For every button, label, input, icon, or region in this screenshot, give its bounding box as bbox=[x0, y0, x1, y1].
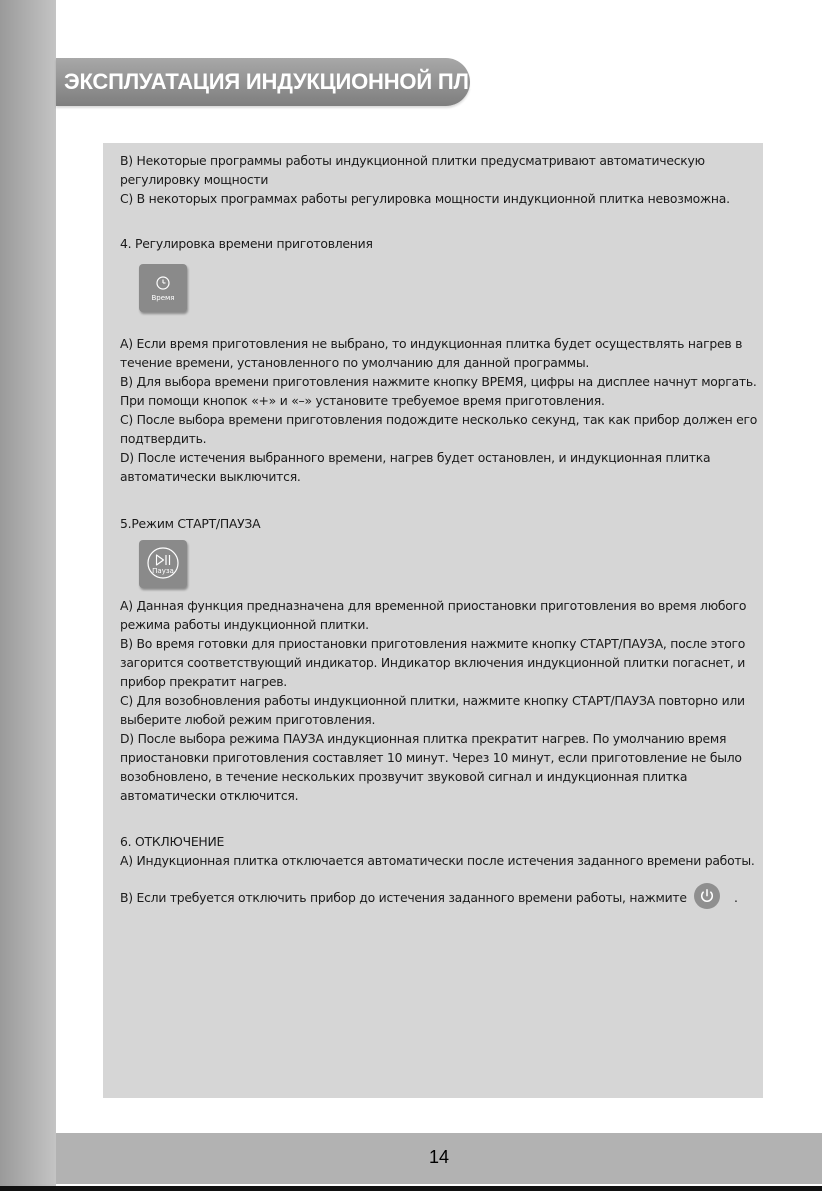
paragraph-line: С) После выбора времени приготовления подождите несколько секунд, так как прибор должен его bbox=[120, 412, 758, 427]
paragraph-line: D) После истечения выбранного времени, нагрев будет остановлен, и индукционная плитка bbox=[120, 450, 711, 465]
power-modes-block bbox=[120, 151, 763, 208]
paragraph-line: подтвердить. bbox=[120, 431, 207, 446]
section-6-heading: 6. ОТКЛЮЧЕНИЕ bbox=[120, 834, 225, 849]
paragraph-line: В) Во время готовки для приостановки приготовления нажмите кнопку СТАРТ/ПАУЗА, после этого bbox=[120, 636, 746, 651]
time-button-illustration bbox=[139, 264, 187, 312]
section-6-line-a: А) Индукционная плитка отключается автоматически после истечения заданного времени работы. bbox=[120, 853, 755, 868]
pause-button-label: Пауза bbox=[152, 567, 174, 575]
paragraph-line: регулировку мощности bbox=[120, 172, 269, 187]
paragraph-line: течение времени, установленного по умолчанию для данной программы. bbox=[120, 355, 590, 370]
paragraph-line: автоматически отключится. bbox=[120, 788, 299, 803]
paragraph-line: С) В некоторых программах работы регулировка мощности индукционной плитка невозможна. bbox=[120, 191, 730, 206]
content-panel bbox=[103, 143, 763, 1098]
section-5-body bbox=[120, 596, 763, 805]
paragraph-line: B) Некоторые программы работы индукционной плитки предусматривают автоматическую bbox=[120, 153, 705, 168]
paragraph-line: приостановки приготовления составляет 10 минут. Через 10 минут, если приготовление не было bbox=[120, 750, 742, 765]
power-icon bbox=[694, 883, 720, 909]
paragraph-line: загорится соответствующий индикатор. Индикатор включения индукционной плитки погаснет, и bbox=[120, 655, 746, 670]
paragraph-line: При помощи кнопок «+» и «–» установите требуемое время приготовления. bbox=[120, 393, 605, 408]
paragraph-line: А) Данная функция предназначена для временной приостановки приготовления во время любого bbox=[120, 598, 747, 613]
section-4-body bbox=[120, 334, 763, 486]
section-6-line-b-period: . bbox=[734, 890, 738, 905]
paragraph-line: D) После выбора режима ПАУЗА индукционная плитка прекратит нагрев. По умолчанию время bbox=[120, 731, 727, 746]
paragraph-line: прибор прекратит нагрев. bbox=[120, 674, 287, 689]
section-header-tab bbox=[56, 58, 527, 106]
left-margin-strip bbox=[0, 0, 56, 1191]
footer-bar bbox=[56, 1133, 822, 1184]
paragraph-line: В) Для выбора времени приготовления нажмите кнопку ВРЕМЯ, цифры на дисплее начнут моргать. bbox=[120, 374, 757, 389]
time-button-label: Время bbox=[151, 294, 175, 302]
clock-icon bbox=[139, 264, 187, 312]
paragraph-line: режима работы индукционной плитки. bbox=[120, 617, 369, 632]
pause-button-illustration bbox=[139, 540, 187, 588]
paragraph-line: С) Для возобновления работы индукционной плитки, нажмите кнопку СТАРТ/ПАУЗА повторно или bbox=[120, 693, 745, 708]
section-4-heading: 4. Регулировка времени приготовления bbox=[120, 236, 373, 251]
paragraph-line: возобновлено, в течение нескольких прозвучит звуковой сигнал и индукционная плитка bbox=[120, 769, 688, 784]
power-button-illustration bbox=[694, 883, 720, 909]
page-number: 14 bbox=[428, 1147, 450, 1167]
page-title: ЭКСПЛУАТАЦИЯ ИНДУКЦИОННОЙ ПЛИТКИ bbox=[64, 69, 527, 94]
paragraph-line: А) Если время приготовления не выбрано, то индукционная плитка будет осуществлять нагрев в bbox=[120, 336, 743, 351]
section-5-heading: 5.Режим СТАРТ/ПАУЗА bbox=[120, 516, 261, 531]
section-6-line-b: В) Если требуется отключить прибор до истечения заданного времени работы, нажмите bbox=[120, 890, 687, 905]
paragraph-line: автоматически выключится. bbox=[120, 469, 301, 484]
paragraph-line: выберите любой режим приготовления. bbox=[120, 712, 376, 727]
bottom-rule bbox=[0, 1186, 822, 1191]
play-pause-icon bbox=[139, 540, 187, 588]
